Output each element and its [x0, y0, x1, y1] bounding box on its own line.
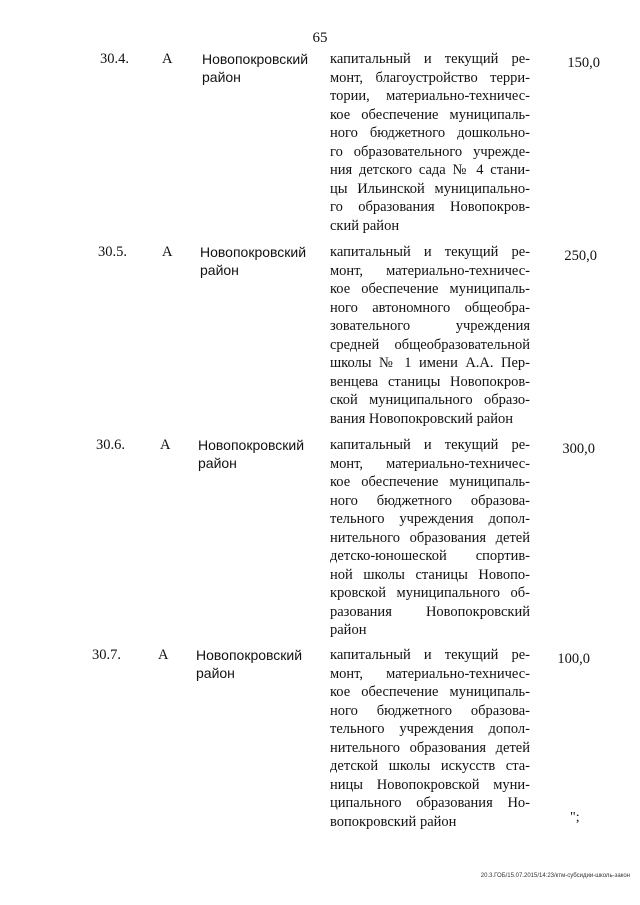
- description-line: кое обеспечение муниципаль-: [330, 281, 530, 297]
- description-line: монт, материально-техничес-: [330, 665, 530, 682]
- description-line: ципального образования Но-: [330, 795, 530, 811]
- closing-quote-mark: ";: [570, 810, 580, 825]
- description-line: капитальный и текущий ре-: [330, 437, 530, 453]
- description-line: ного бюджетного образова-: [330, 702, 530, 719]
- description-line: школы № 1 имени А.А. Пер-: [330, 355, 530, 371]
- row-description: [330, 243, 530, 428]
- description-line: цы Ильинской муниципально-: [330, 180, 530, 197]
- description-line: детской школы искусств ста-: [330, 758, 530, 774]
- row-amount: 300,0: [562, 441, 595, 457]
- description-line: ной школы станицы Новопо-: [330, 566, 530, 583]
- row-number: 30.7.: [92, 647, 121, 663]
- description-line: го образования Новопокров-: [330, 199, 530, 215]
- description-line: нительного образования детей: [330, 739, 530, 756]
- description-line: зовательного учреждения: [330, 318, 530, 334]
- description-line: монт, материально-техничес-: [330, 455, 530, 472]
- row-category: А: [162, 244, 173, 260]
- row-category: А: [162, 51, 173, 67]
- description-line: ский район: [330, 217, 400, 234]
- description-line: капитальный и текущий ре-: [330, 51, 530, 67]
- row-amount: 100,0: [557, 651, 590, 667]
- description-line: тории, материально-техничес-: [330, 88, 530, 104]
- page-number: 65: [312, 30, 328, 46]
- description-line: район: [330, 622, 367, 638]
- footer-file-stamp: 20.3.ГОБ/15.07.2015/14:23/ктм-субсидии-школь-закон: [480, 873, 630, 879]
- description-line: го образовательного учрежде-: [330, 143, 530, 160]
- description-line: ного бюджетного образова-: [330, 492, 530, 509]
- description-line: монт, благоустройство терри-: [330, 69, 530, 86]
- description-line: ской муниципального образо-: [330, 392, 530, 408]
- description-line: капитальный и текущий ре-: [330, 244, 530, 260]
- description-line: разования Новопокровский: [330, 603, 530, 620]
- description-line: вопокровский район: [330, 813, 457, 830]
- row-description: [330, 646, 530, 831]
- row-amount: 150,0: [567, 55, 600, 71]
- row-district: Новопокровский район: [200, 244, 307, 278]
- row-number: 30.6.: [96, 437, 125, 453]
- description-line: детско-юношеской спортив-: [330, 548, 530, 564]
- description-line: капитальный и текущий ре-: [330, 647, 530, 663]
- description-line: нительного образования детей: [330, 529, 530, 546]
- description-line: тельного учреждения допол-: [330, 511, 530, 527]
- row-district: Новопокровский район: [196, 647, 303, 681]
- description-line: ного автономного общеобра-: [330, 299, 530, 316]
- description-line: венцева станицы Новопокров-: [330, 373, 530, 390]
- description-line: кровской муниципального об-: [330, 585, 530, 601]
- description-line: ницы Новопокровской муни-: [330, 776, 530, 793]
- row-number: 30.5.: [98, 244, 127, 260]
- row-category: А: [160, 437, 171, 453]
- row-category: А: [158, 647, 169, 663]
- row-district: Новопокровский район: [202, 51, 309, 85]
- description-line: кое обеспечение муниципаль-: [330, 474, 530, 490]
- description-line: вания Новопокровский район: [330, 410, 514, 427]
- description-line: кое обеспечение муниципаль-: [330, 106, 530, 123]
- row-description: [330, 436, 530, 640]
- description-line: монт, материально-техничес-: [330, 262, 530, 279]
- row-district: Новопокровский район: [198, 437, 305, 471]
- description-line: тельного учреждения допол-: [330, 721, 530, 737]
- description-line: ния детского сада № 4 стани-: [330, 162, 530, 178]
- description-line: средней общеобразовательной: [330, 336, 530, 353]
- row-description: [330, 50, 530, 235]
- description-line: кое обеспечение муниципаль-: [330, 684, 530, 700]
- description-line: ного бюджетного дошкольно-: [330, 125, 530, 141]
- row-number: 30.4.: [100, 51, 129, 67]
- row-amount: 250,0: [564, 248, 597, 264]
